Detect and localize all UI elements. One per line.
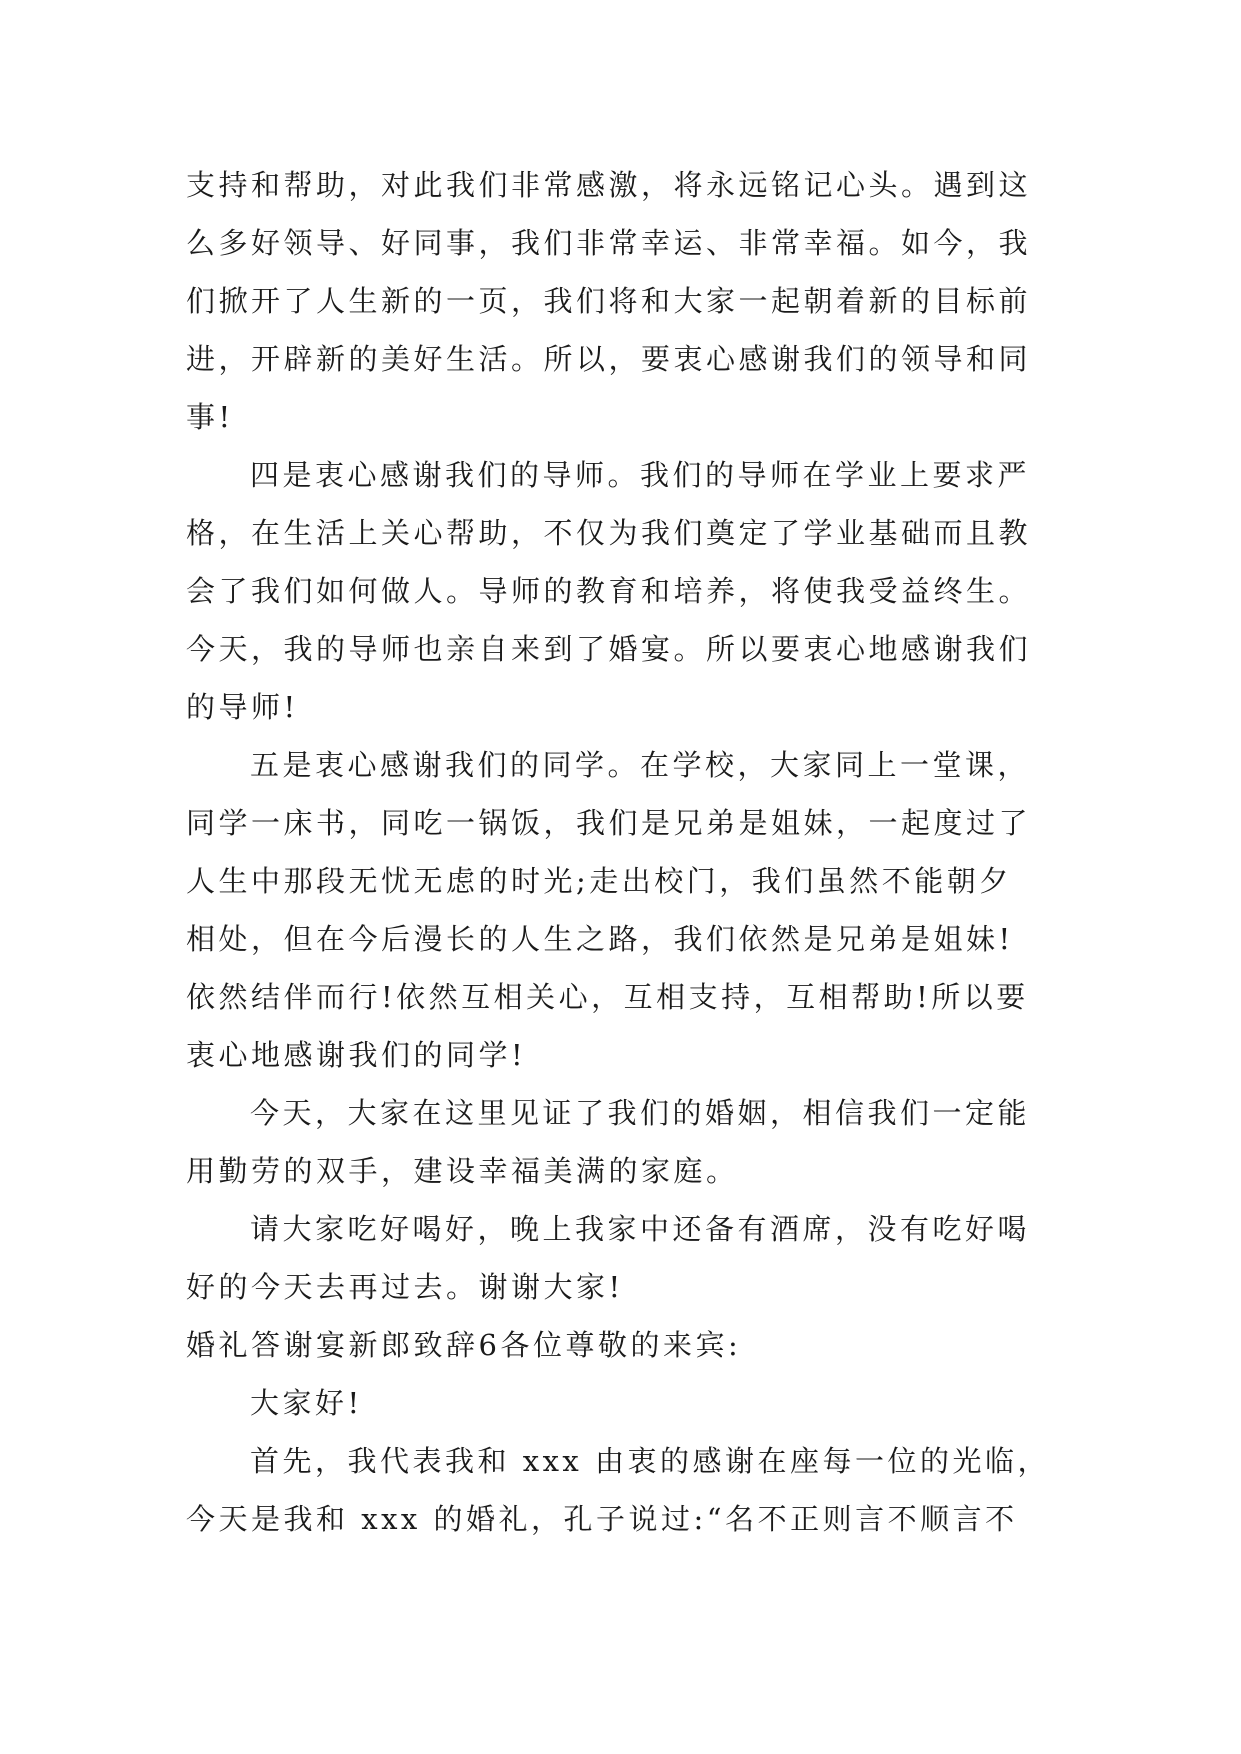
paragraph-start: 请大家吃好喝好，晚上我家中还备有酒席，没有吃好喝: [250, 1212, 1031, 1246]
text-line: 衷心地感谢我们的同学!: [186, 1038, 527, 1072]
text-line: 么多好领导、好同事，我们非常幸运、非常幸福。如今，我: [186, 226, 1032, 260]
text-line: 们掀开了人生新的一页，我们将和大家一起朝着新的目标前: [186, 284, 1032, 318]
text-line: 人生中那段无忧无虑的时光;走出校门，我们虽然不能朝夕: [186, 864, 1012, 898]
text-line: 支持和帮助，对此我们非常感激，将永远铭记心头。遇到这: [186, 168, 1032, 202]
section-heading: 婚礼答谢宴新郎致辞6各位尊敬的来宾:: [186, 1328, 742, 1362]
text-line: 用勤劳的双手，建设幸福美满的家庭。: [186, 1154, 739, 1188]
paragraph-start: 今天，大家在这里见证了我们的婚姻，相信我们一定能: [250, 1096, 1031, 1130]
text-line: 进，开辟新的美好生活。所以，要衷心感谢我们的领导和同: [186, 342, 1032, 376]
text-line: 相处，但在今后漫长的人生之路，我们依然是兄弟是姐妹!: [186, 922, 1014, 956]
text-line: 事!: [186, 400, 234, 434]
text-line: 好的今天去再过去。谢谢大家!: [186, 1270, 624, 1304]
paragraph-start: 五是衷心感谢我们的同学。在学校，大家同上一堂课，: [250, 748, 1031, 782]
text-line: 的导师!: [186, 690, 299, 724]
text-line: 格，在生活上关心帮助，不仅为我们奠定了学业基础而且教: [186, 516, 1032, 550]
text-line: 会了我们如何做人。导师的教育和培养，将使我受益终生。: [186, 574, 1032, 608]
greeting-line: 大家好!: [250, 1386, 363, 1420]
document-body: [186, 156, 1066, 1548]
text-line: 今天，我的导师也亲自来到了婚宴。所以要衷心地感谢我们: [186, 632, 1032, 666]
text-line: 依然结伴而行!依然互相关心，互相支持，互相帮助!所以要: [186, 980, 1029, 1014]
paragraph-start: 四是衷心感谢我们的导师。我们的导师在学业上要求严: [250, 458, 1031, 492]
paragraph-start: 首先，我代表我和 xxx 由衷的感谢在座每一位的光临，: [250, 1444, 1051, 1478]
text-line: 今天是我和 xxx 的婚礼，孔子说过:“名不正则言不顺言不: [186, 1502, 1018, 1536]
text-line: 同学一床书，同吃一锅饭，我们是兄弟是姐妹，一起度过了: [186, 806, 1032, 840]
